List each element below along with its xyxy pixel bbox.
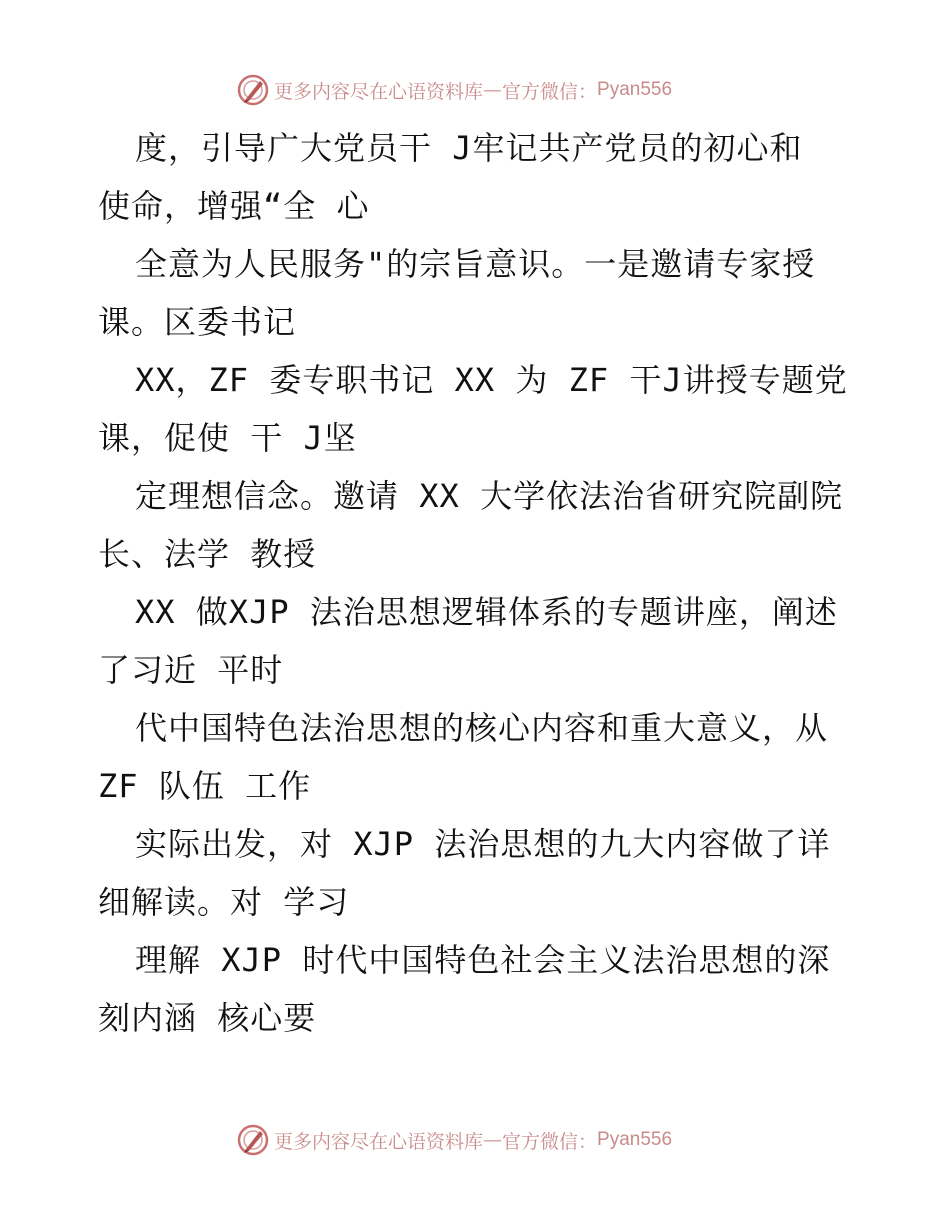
quill-logo-icon bbox=[236, 1123, 270, 1157]
watermark-separator: — bbox=[483, 79, 503, 101]
watermark-label: 官方微信： bbox=[502, 1130, 598, 1153]
footer-watermark bbox=[236, 1122, 672, 1158]
text-line: 使命，增强“全 心 bbox=[98, 187, 370, 225]
watermark-id: Pyan556 bbox=[597, 79, 673, 100]
watermark-id: Pyan556 bbox=[597, 1129, 673, 1150]
text-line: 课。区委书记 bbox=[98, 303, 297, 341]
text-line: 代中国特色法治思想的核心内容和重大意义，从 bbox=[135, 709, 829, 747]
quill-logo-icon bbox=[236, 73, 270, 107]
text-line: 课，促使 干 J坚 bbox=[98, 419, 357, 457]
text-line: XX，ZF 委专职书记 XX 为 ZF 干J讲授专题党 bbox=[135, 361, 848, 399]
watermark-label: 官方微信： bbox=[502, 80, 598, 103]
text-line: 全意为人民服务"的宗旨意识。一是邀请专家授 bbox=[135, 245, 816, 283]
text-line: 了习近 平时 bbox=[98, 651, 284, 689]
text-line: 度，引导广大党员干 J牢记共产党员的初心和 bbox=[135, 129, 803, 167]
text-line: 细解读。对 学习 bbox=[98, 883, 350, 921]
watermark-separator: — bbox=[483, 1129, 503, 1151]
text-line: 理解 XJP 时代中国特色社会主义法治思想的深 bbox=[135, 941, 831, 979]
text-line: 实际出发，对 XJP 法治思想的九大内容做了详 bbox=[135, 825, 831, 863]
watermark-brand: 更多内容尽在心语资料库 bbox=[274, 80, 484, 103]
text-line: 刻内涵 核心要 bbox=[98, 999, 317, 1037]
text-line: XX 做XJP 法治思想逻辑体系的专题讲座，阐述 bbox=[135, 593, 838, 631]
text-line: ZF 队伍 工作 bbox=[98, 767, 312, 805]
text-line: 定理想信念。邀请 XX 大学依法治省研究院副院 bbox=[135, 477, 844, 515]
text-line: 长、法学 教授 bbox=[98, 535, 317, 573]
watermark-brand: 更多内容尽在心语资料库 bbox=[274, 1130, 484, 1153]
header-watermark bbox=[236, 72, 672, 108]
